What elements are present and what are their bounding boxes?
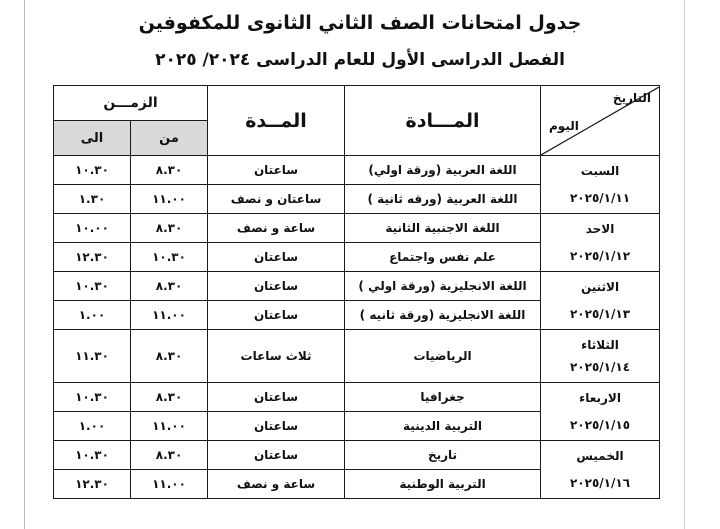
to-time-cell: ١٠.٣٠ [54, 383, 131, 412]
time-header: الزمـــن [54, 86, 208, 121]
subject-cell: الرياضيات [345, 330, 541, 383]
duration-cell: ساعتان [208, 301, 345, 330]
duration-cell: ساعتان و نصف [208, 185, 345, 214]
to-time-cell: ١٢.٣٠ [54, 470, 131, 499]
day-name: الاثنين [580, 280, 620, 294]
duration-cell: ساعتان [208, 272, 345, 301]
day-cell [541, 441, 660, 499]
subject-cell: تاريخ [345, 441, 541, 470]
subject-cell: اللغة العربية (ورقه ثانية ) [345, 185, 541, 214]
day-date: ٢٠٢٥/١/١٤ [569, 360, 631, 374]
subject-cell: اللغة الاجنبية الثانية [345, 214, 541, 243]
duration-cell: ساعتان [208, 243, 345, 272]
page-subtitle: الفصل الدراسى الأول للعام الدراسى ٢٠٢٤/ ٢٠٢٥ [155, 50, 565, 70]
subject-cell: اللغة الانجليزية (ورقة اولي ) [345, 272, 541, 301]
day-header: اليوم [549, 118, 579, 133]
from-time-cell: ١١.٠٠ [131, 470, 208, 499]
duration-cell: ساعتان [208, 156, 345, 185]
to-time-cell: ١٠.٠٠ [54, 214, 131, 243]
scan-edge-left [24, 0, 25, 529]
from-time-cell: ٨.٣٠ [131, 330, 208, 383]
day-cell [541, 383, 660, 441]
day-cell [541, 156, 660, 214]
day-name: الثلاثاء [581, 338, 619, 352]
day-cell [541, 272, 660, 330]
subject-cell: التربية الدينية [345, 412, 541, 441]
day-date: ٢٠٢٥/١/١٥ [569, 418, 631, 432]
table-row [54, 330, 660, 383]
table-row [54, 156, 660, 185]
to-time-cell: ١٠.٣٠ [54, 272, 131, 301]
table-row [54, 383, 660, 412]
table-row [54, 214, 660, 243]
duration-cell: ساعة و نصف [208, 214, 345, 243]
to-header: الى [54, 121, 131, 156]
from-header: من [131, 121, 208, 156]
subject-cell: علم نفس واجتماع [345, 243, 541, 272]
duration-cell: ثلاث ساعات [208, 330, 345, 383]
duration-cell: ساعتان [208, 441, 345, 470]
day-name: الخميس [576, 449, 624, 463]
from-time-cell: ١١.٠٠ [131, 301, 208, 330]
duration-header: المــدة [208, 86, 345, 156]
day-date: ٢٠٢٥/١/١٦ [569, 476, 631, 490]
to-time-cell: ١٠.٣٠ [54, 156, 131, 185]
day-name: الاربعاء [579, 391, 621, 405]
from-time-cell: ٨.٣٠ [131, 383, 208, 412]
from-time-cell: ٨.٣٠ [131, 214, 208, 243]
day-date: ٢٠٢٥/١/١٣ [569, 307, 631, 321]
subject-cell: اللغة العربية (ورقة اولي) [345, 156, 541, 185]
to-time-cell: ١.٠٠ [54, 412, 131, 441]
from-time-cell: ١٠.٣٠ [131, 243, 208, 272]
duration-cell: ساعة و نصف [208, 470, 345, 499]
from-time-cell: ٨.٣٠ [131, 156, 208, 185]
to-time-cell: ١.٣٠ [54, 185, 131, 214]
to-time-cell: ١٠.٣٠ [54, 441, 131, 470]
subject-cell: جغرافيا [345, 383, 541, 412]
duration-cell: ساعتان [208, 383, 345, 412]
duration-cell: ساعتان [208, 412, 345, 441]
from-time-cell: ١١.٠٠ [131, 412, 208, 441]
exam-schedule-table [53, 85, 660, 499]
table-row [54, 272, 660, 301]
date-header: التاريخ [612, 90, 652, 105]
to-time-cell: ١.٠٠ [54, 301, 131, 330]
to-time-cell: ١٢.٣٠ [54, 243, 131, 272]
date-day-header [541, 86, 660, 156]
scan-edge-right [684, 0, 685, 529]
table-row [54, 441, 660, 470]
day-cell [541, 330, 660, 383]
from-time-cell: ٨.٣٠ [131, 441, 208, 470]
subject-cell: اللغة الانجليزية (ورقة ثانيه ) [345, 301, 541, 330]
subject-cell: التربية الوطنية [345, 470, 541, 499]
from-time-cell: ٨.٣٠ [131, 272, 208, 301]
from-time-cell: ١١.٠٠ [131, 185, 208, 214]
day-cell [541, 214, 660, 272]
day-date: ٢٠٢٥/١/١١ [569, 191, 631, 205]
to-time-cell: ١١.٣٠ [54, 330, 131, 383]
day-date: ٢٠٢٥/١/١٢ [569, 249, 631, 263]
page-title: جدول امتحانات الصف الثاني الثانوى للمكفوفين [138, 12, 582, 34]
day-name: الاحد [585, 222, 615, 236]
day-name: السبت [580, 164, 620, 178]
subject-header: المـــادة [345, 86, 541, 156]
